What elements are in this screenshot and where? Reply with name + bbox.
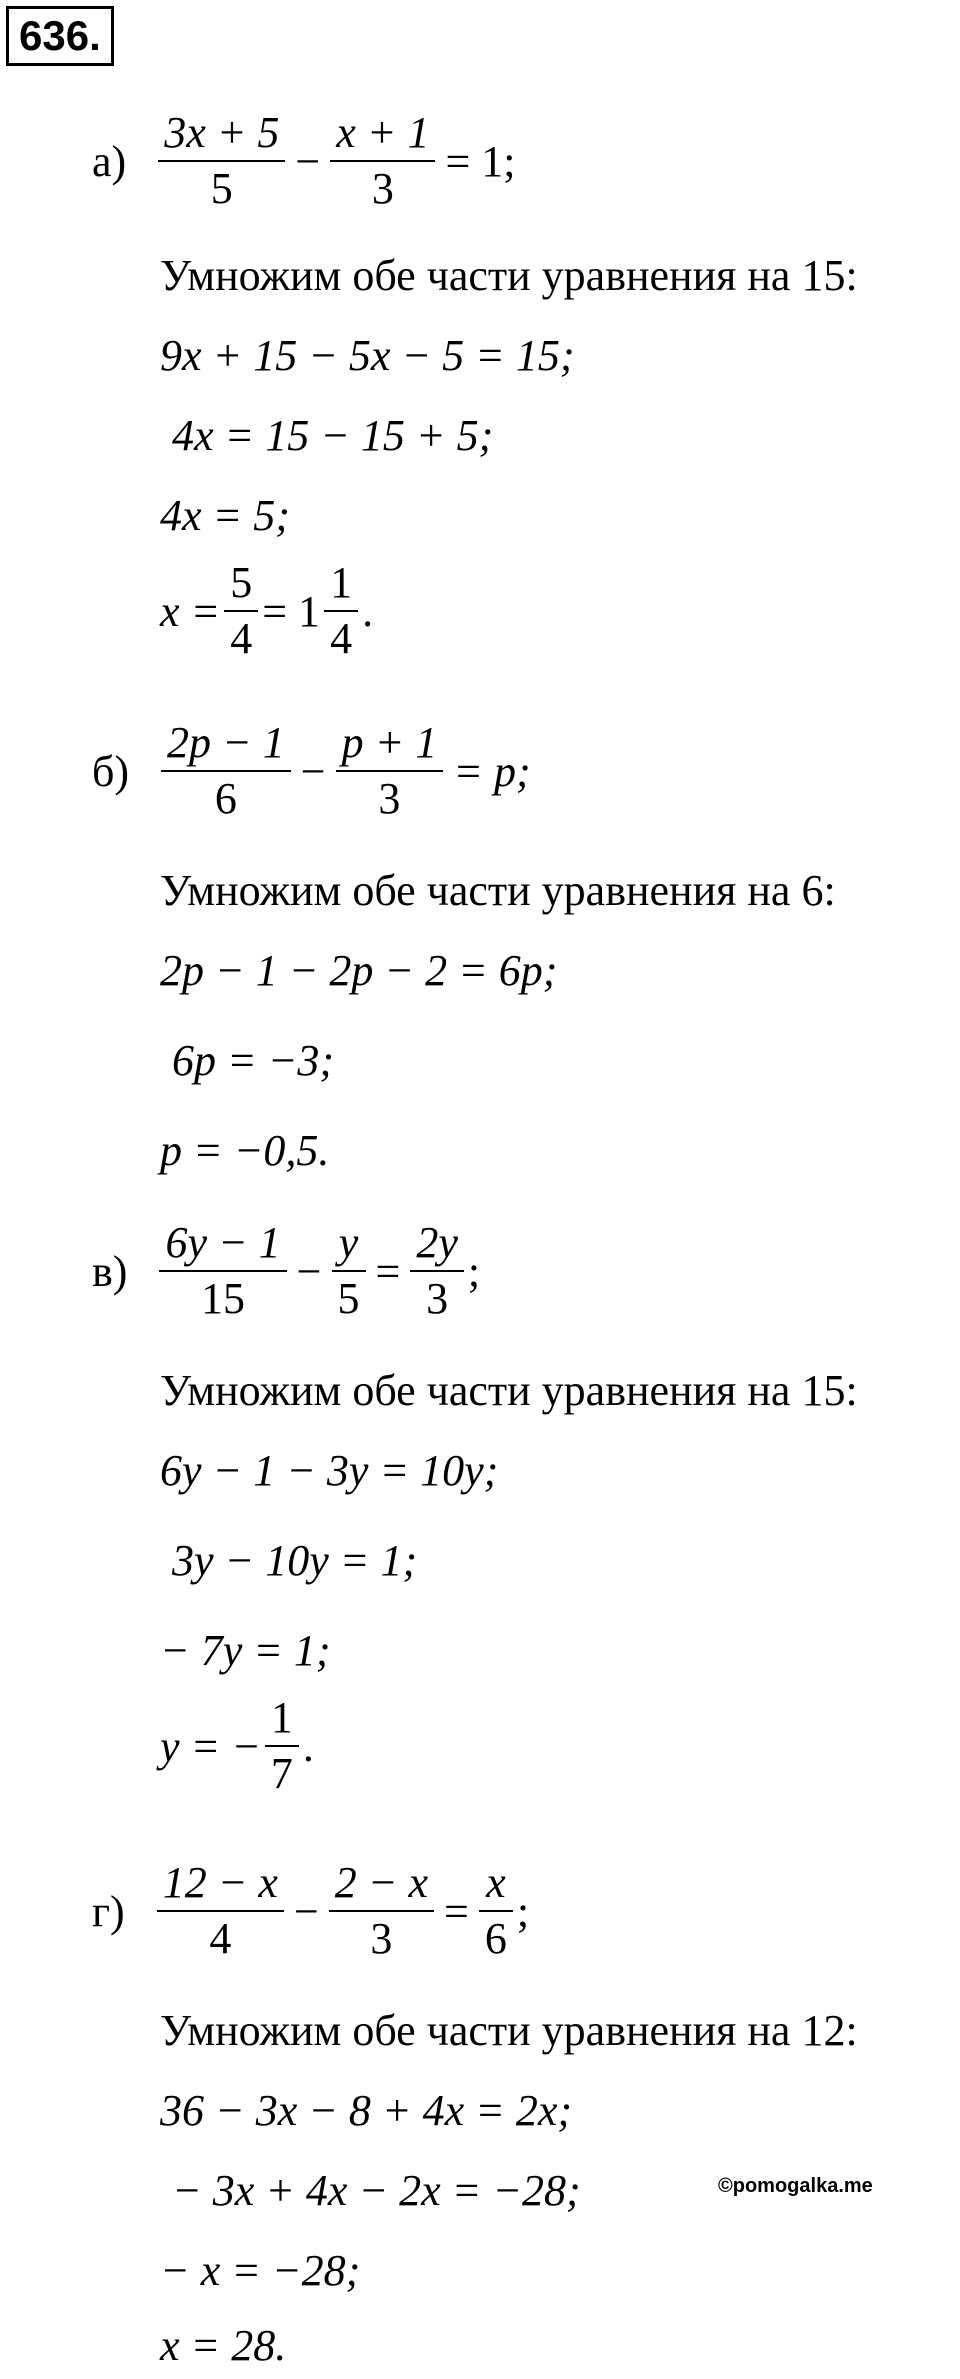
step-b-2: 6p = −3; xyxy=(172,1036,335,1085)
part-label-a: а) xyxy=(92,136,127,186)
watermark: ©pomogalka.me xyxy=(718,2175,873,2197)
step-v-2: 3y − 10y = 1; xyxy=(172,1536,418,1585)
step-b-3: p = −0,5. xyxy=(160,1126,330,1175)
equation-g: г) $\frac{12 - x}{4}$ − $\frac{2 - x}{3}$ = $\frac{x}{6}$ ; xyxy=(92,1858,530,1964)
step-a-2: 4x = 15 − 15 + 5; xyxy=(172,411,494,460)
instruction-a: Умножим обе части уравнения на 15: xyxy=(160,251,858,300)
part-label-v: в) xyxy=(92,1246,128,1296)
step-a-1: 9x + 15 − 5x − 5 = 15; xyxy=(160,331,575,380)
step-a-3: 4x = 5; xyxy=(160,491,290,540)
instruction-v: Умножим обе части уравнения на 15: xyxy=(160,1366,858,1415)
step-v-1: 6y − 1 − 3y = 10y; xyxy=(160,1446,499,1495)
step-b-1: 2p − 1 − 2p − 2 = 6p; xyxy=(160,946,558,995)
step-v-4: y = − $\frac{1}{7}$ . xyxy=(160,1693,314,1799)
equation-a xyxy=(92,110,522,212)
step-a-4: x = $\frac{5}{4}$ = 1 $\frac{1}{4}$ . xyxy=(160,558,374,664)
problem-number: 636. xyxy=(6,6,114,66)
equation-b: б) $\frac{2p - 1}{6}$ − $\frac{p + 1}{3}$ = p; xyxy=(92,718,531,824)
equation-v: в) $\frac{6y - 1}{15}$ − $\frac{y}{5}$ = $\frac{2y}{3}$ ; xyxy=(92,1218,481,1324)
step-g-1: 36 − 3x − 8 + 4x = 2x; xyxy=(160,2086,573,2135)
step-v-3: − 7y = 1; xyxy=(160,1626,331,1675)
step-g-2: − 3x + 4x − 2x = −28; xyxy=(172,2166,581,2215)
instruction-g: Умножим обе части уравнения на 12: xyxy=(160,2006,858,2055)
instruction-b: Умножим обе части уравнения на 6: xyxy=(160,866,836,915)
part-label-g: г) xyxy=(92,1886,125,1936)
part-label-b: б) xyxy=(92,746,130,796)
fraction: $\frac{3x + 5}{5}$ xyxy=(158,110,285,212)
step-g-4: x = 28. xyxy=(160,2321,287,2370)
equation-rhs: = 1; xyxy=(445,136,516,186)
fraction: $\frac{x + 1}{3}$ xyxy=(330,110,435,212)
step-g-3: − x = −28; xyxy=(160,2246,361,2295)
operator: − xyxy=(295,136,321,186)
